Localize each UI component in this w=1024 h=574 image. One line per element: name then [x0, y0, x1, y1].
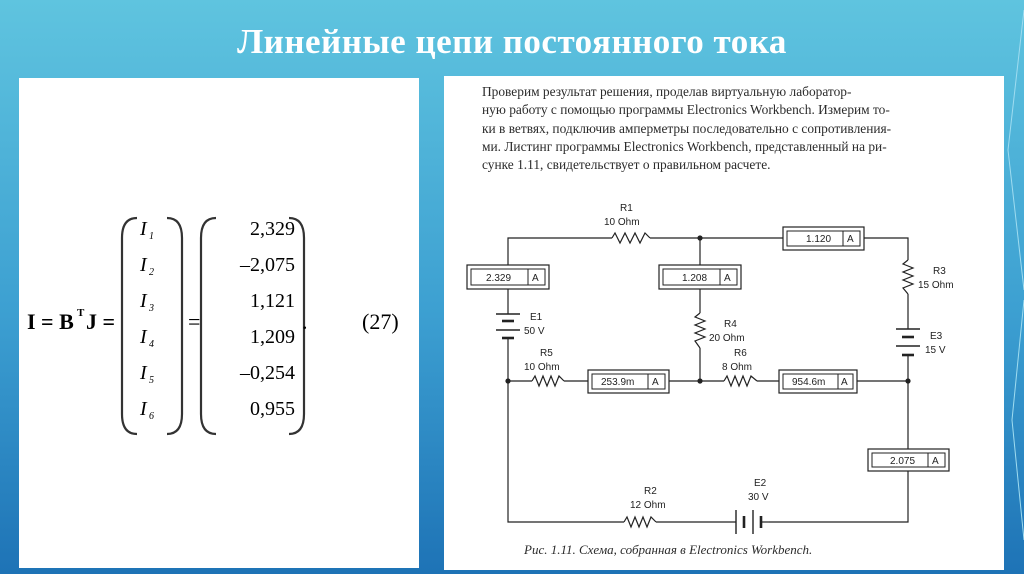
equation-period: .	[302, 309, 308, 334]
subscript-6: 6	[149, 411, 154, 422]
resistor-r5	[532, 376, 564, 386]
circuit-panel	[444, 76, 1004, 570]
e1-name: E1	[530, 312, 543, 323]
subscript-5: 5	[149, 375, 154, 386]
ammeter-top-unit: A	[847, 234, 854, 245]
equation-lhs-tail: J =	[86, 309, 116, 334]
paragraph-line-5: сунке 1.11, свидетельствует о правильном расчете.	[482, 157, 771, 173]
right-paren-1	[167, 218, 182, 434]
left-paren-1	[122, 218, 137, 434]
circuit-schematic	[444, 76, 1004, 570]
symbol-i1: I	[140, 218, 147, 240]
e3-name: E3	[930, 331, 943, 342]
matrix-equation	[19, 78, 419, 568]
resistor-r4	[695, 313, 705, 348]
resistor-r3	[903, 260, 913, 294]
current-symbols	[139, 218, 154, 422]
circuit-nodes	[505, 235, 910, 383]
r5-name: R5	[540, 348, 553, 359]
e1-value: 50 V	[524, 326, 545, 337]
value-i6: 0,955	[250, 398, 295, 420]
r2-name: R2	[644, 486, 657, 497]
value-i4: 1,209	[250, 326, 295, 348]
r5-value: 10 Ohm	[524, 362, 560, 373]
left-paren-2	[201, 218, 216, 434]
e2-name: E2	[754, 478, 767, 489]
equation-equals: =	[188, 309, 201, 334]
battery-e3	[896, 329, 920, 355]
value-i1: 2,329	[250, 218, 295, 240]
ammeter-mid-unit: A	[724, 273, 731, 284]
symbol-i4: I	[140, 326, 147, 348]
resistor-r1	[612, 233, 650, 243]
symbol-i3: I	[140, 290, 147, 312]
resistor-r2	[624, 517, 656, 527]
r1-name: R1	[620, 203, 633, 214]
equation-panel	[19, 78, 419, 568]
r6-value: 8 Ohm	[722, 362, 753, 373]
paragraph-line-4: ми. Листинг программы Electronics Workbench, представленный на ри-	[482, 138, 887, 154]
paragraph-line-1: Проверим результат решения, проделав виртуальную лаборатор-	[482, 84, 852, 99]
r4-value: 20 Ohm	[709, 333, 745, 344]
value-i2: –2,075	[240, 254, 295, 276]
paragraph-line-2: ную работу с помощью программы Electronics Workbench. Измерим то-	[482, 102, 890, 118]
subscript-4: 4	[149, 339, 154, 350]
ammeter-right-reading: 2.075	[890, 456, 916, 467]
ammeter-top-reading: 1.120	[806, 234, 832, 245]
subscript-3: 3	[149, 303, 154, 314]
symbol-i2: I	[140, 254, 147, 276]
ammeter-left-reading: 2.329	[486, 273, 512, 284]
r4-name: R4	[724, 319, 737, 330]
ammeter-mid-reading: 1.208	[682, 273, 708, 284]
ammeter-r5-unit: A	[652, 377, 659, 388]
r3-name: R3	[933, 266, 946, 277]
current-values	[239, 218, 295, 420]
e3-value: 15 V	[925, 345, 946, 356]
figure-caption: Рис. 1.11. Схема, собранная в Electronics Workbench.	[524, 542, 813, 557]
r6-name: R6	[734, 348, 747, 359]
battery-e2	[736, 510, 769, 534]
ammeter-r6-reading: 954.6m	[792, 377, 826, 388]
ammeter-r6-unit: A	[841, 377, 848, 388]
decorative-edge-lines	[1004, 0, 1024, 574]
battery-e1	[496, 314, 520, 338]
ammeter-r5-reading: 253.9m	[601, 377, 635, 388]
subscript-1: 1	[149, 231, 154, 242]
subscript-2: 2	[149, 267, 154, 278]
equation-lhs: I = B	[27, 309, 74, 334]
equation-transpose: T	[77, 307, 85, 319]
r1-value: 10 Ohm	[604, 217, 640, 228]
e2-value: 30 V	[748, 492, 769, 503]
resistor-r6	[724, 376, 757, 386]
ammeter-right-unit: A	[932, 456, 939, 467]
r2-value: 12 Ohm	[630, 500, 666, 511]
value-i5: –0,254	[240, 362, 295, 384]
symbol-i5: I	[140, 362, 147, 384]
r3-value: 15 Ohm	[918, 280, 954, 291]
ammeter-left-unit: A	[532, 273, 539, 284]
value-i3: 1,121	[250, 290, 295, 312]
symbol-i6: I	[140, 398, 147, 420]
paragraph-line-3: ки в ветвях, подключив амперметры последовательно с сопротивления-	[482, 120, 892, 136]
slide-title: Линейные цепи постоянного тока	[237, 22, 787, 61]
equation-number: (27)	[362, 309, 399, 334]
